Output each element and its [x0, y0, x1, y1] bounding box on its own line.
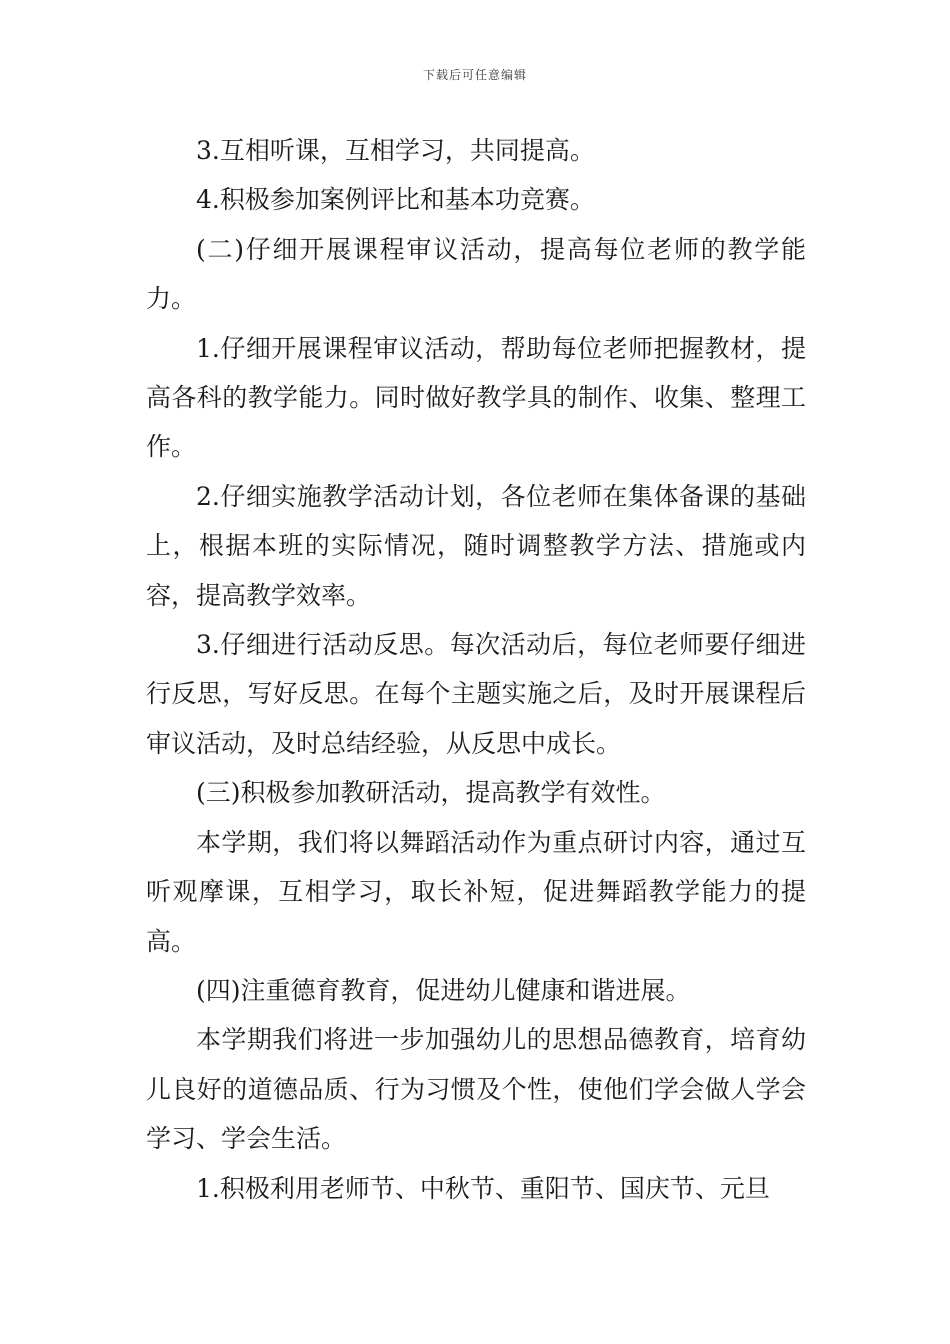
paragraph-3: (二)仔细开展课程审议活动，提高每位老师的教学能力。	[146, 234, 806, 314]
paragraph-11: 1.积极利用老师节、中秋节、重阳节、国庆节、元旦	[196, 1173, 770, 1203]
paragraph-6: 3.仔细进行活动反思。每次活动后，每位老师要仔细进行反思，写好反思。在每个主题实施之后，及时开展课程后审议活动，及时总结经验，从反思中成长。	[146, 630, 806, 758]
paragraph-4: 1.仔细开展课程审议活动，帮助每位老师把握教材，提高各科的教学能力。同时做好教学具的制作、收集、整理工作。	[146, 333, 806, 462]
paragraph-5: 2.仔细实施教学活动计划，各位老师在集体备课的基础上，根据本班的实际情况，随时调整教学方法、措施或内容，提高教学效率。	[146, 481, 806, 610]
paragraph-2: 4.积极参加案例评比和基本功竞赛。	[196, 185, 595, 215]
paragraph-10: 本学期我们将进一步加强幼儿的思想品德教育，培育幼儿良好的道德品质、行为习惯及个性，使他们学会做人学会学习、学会生活。	[146, 1025, 806, 1154]
paragraph-1: 3.互相听课，互相学习，共同提高。	[196, 136, 595, 165]
paragraph-8: 本学期，我们将以舞蹈活动作为重点研讨内容，通过互听观摩课，互相学习，取长补短，促进舞蹈教学能力的提高。	[146, 827, 806, 956]
page-header-note: 下载后可任意编辑	[422, 68, 527, 82]
paragraph-7: (三)积极参加教研活动，提高教学有效性。	[196, 778, 666, 808]
document-body	[146, 126, 806, 1213]
paragraph-9: (四)注重德育教育，促进幼儿健康和谐进展。	[196, 975, 691, 1005]
